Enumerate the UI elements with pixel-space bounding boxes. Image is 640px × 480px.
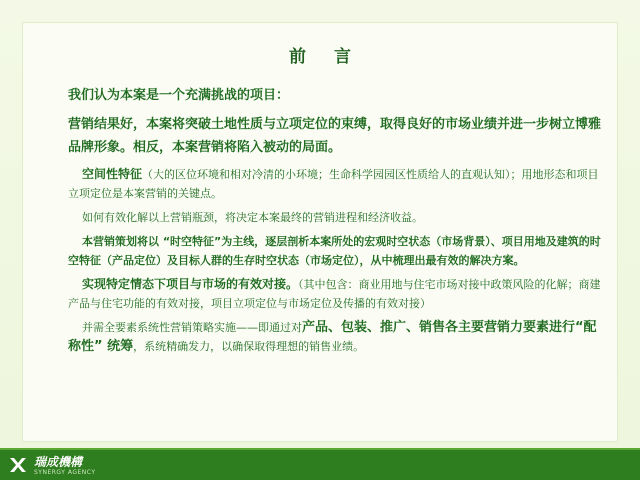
slide-body xyxy=(68,84,604,361)
paragraph-bottleneck: 如何有效化解以上营销瓶颈，将决定本案最终的营销进程和经济收益。 xyxy=(82,211,423,224)
paragraph-system xyxy=(68,318,604,356)
paragraph-intro: 我们认为本案是一个充满挑战的项目： xyxy=(68,88,290,103)
paragraph-spatial xyxy=(68,165,604,203)
docking-text: （其中包含：商业用地与住宅市场对接中政策风险的化解；商建产品与住宅功能的有效对接，项目立项定位与市场定位及传播的有效对接） xyxy=(68,278,601,310)
logo-subtitle: SYNERGY AGENCY xyxy=(34,468,96,476)
paragraph-strategy: 本营销策划将以 “时空特征”为主线，逐层剖析本案所处的宏观时空状态（市场背景）、项目用地及建筑的时空特征（产品定位）及目标人群的生存时空状态（市场定位），从中梳理出最有效的解决方案。 xyxy=(68,235,601,267)
system-text-b: 产品、包装、推广、销售各主要营销力要素进行“配称性” 统筹 xyxy=(68,320,597,354)
footer-bar xyxy=(0,448,640,480)
paragraph-outcome: 营销结果好，本案将突破土地性质与立项定位的束缚，取得良好的市场业绩并进一步树立博雅品牌形象。相反，本案营销将陷入被动的局面。 xyxy=(68,117,602,155)
logo-name: 瑞成機構 xyxy=(34,454,83,469)
spatial-text: （大的区位环境和相对冷清的小环境；生命科学园园区性质给人的直观认知）；用地形态和项目立项定位是本案营销的关键点。 xyxy=(68,168,599,200)
page-title: 前言 xyxy=(289,47,379,67)
spatial-heading: 空间性特征 xyxy=(82,167,143,181)
x-logo-icon xyxy=(8,455,28,475)
docking-heading: 实现特定情态下项目与市场的有效对接。 xyxy=(82,277,299,291)
system-text-c: ，系统精确发力，以确保取得理想的销售业绩。 xyxy=(133,340,365,353)
paragraph-docking xyxy=(68,275,604,313)
company-logo xyxy=(8,454,96,476)
system-text-a: 并需全要素系统性营销策略实施——即通过对 xyxy=(82,321,302,334)
